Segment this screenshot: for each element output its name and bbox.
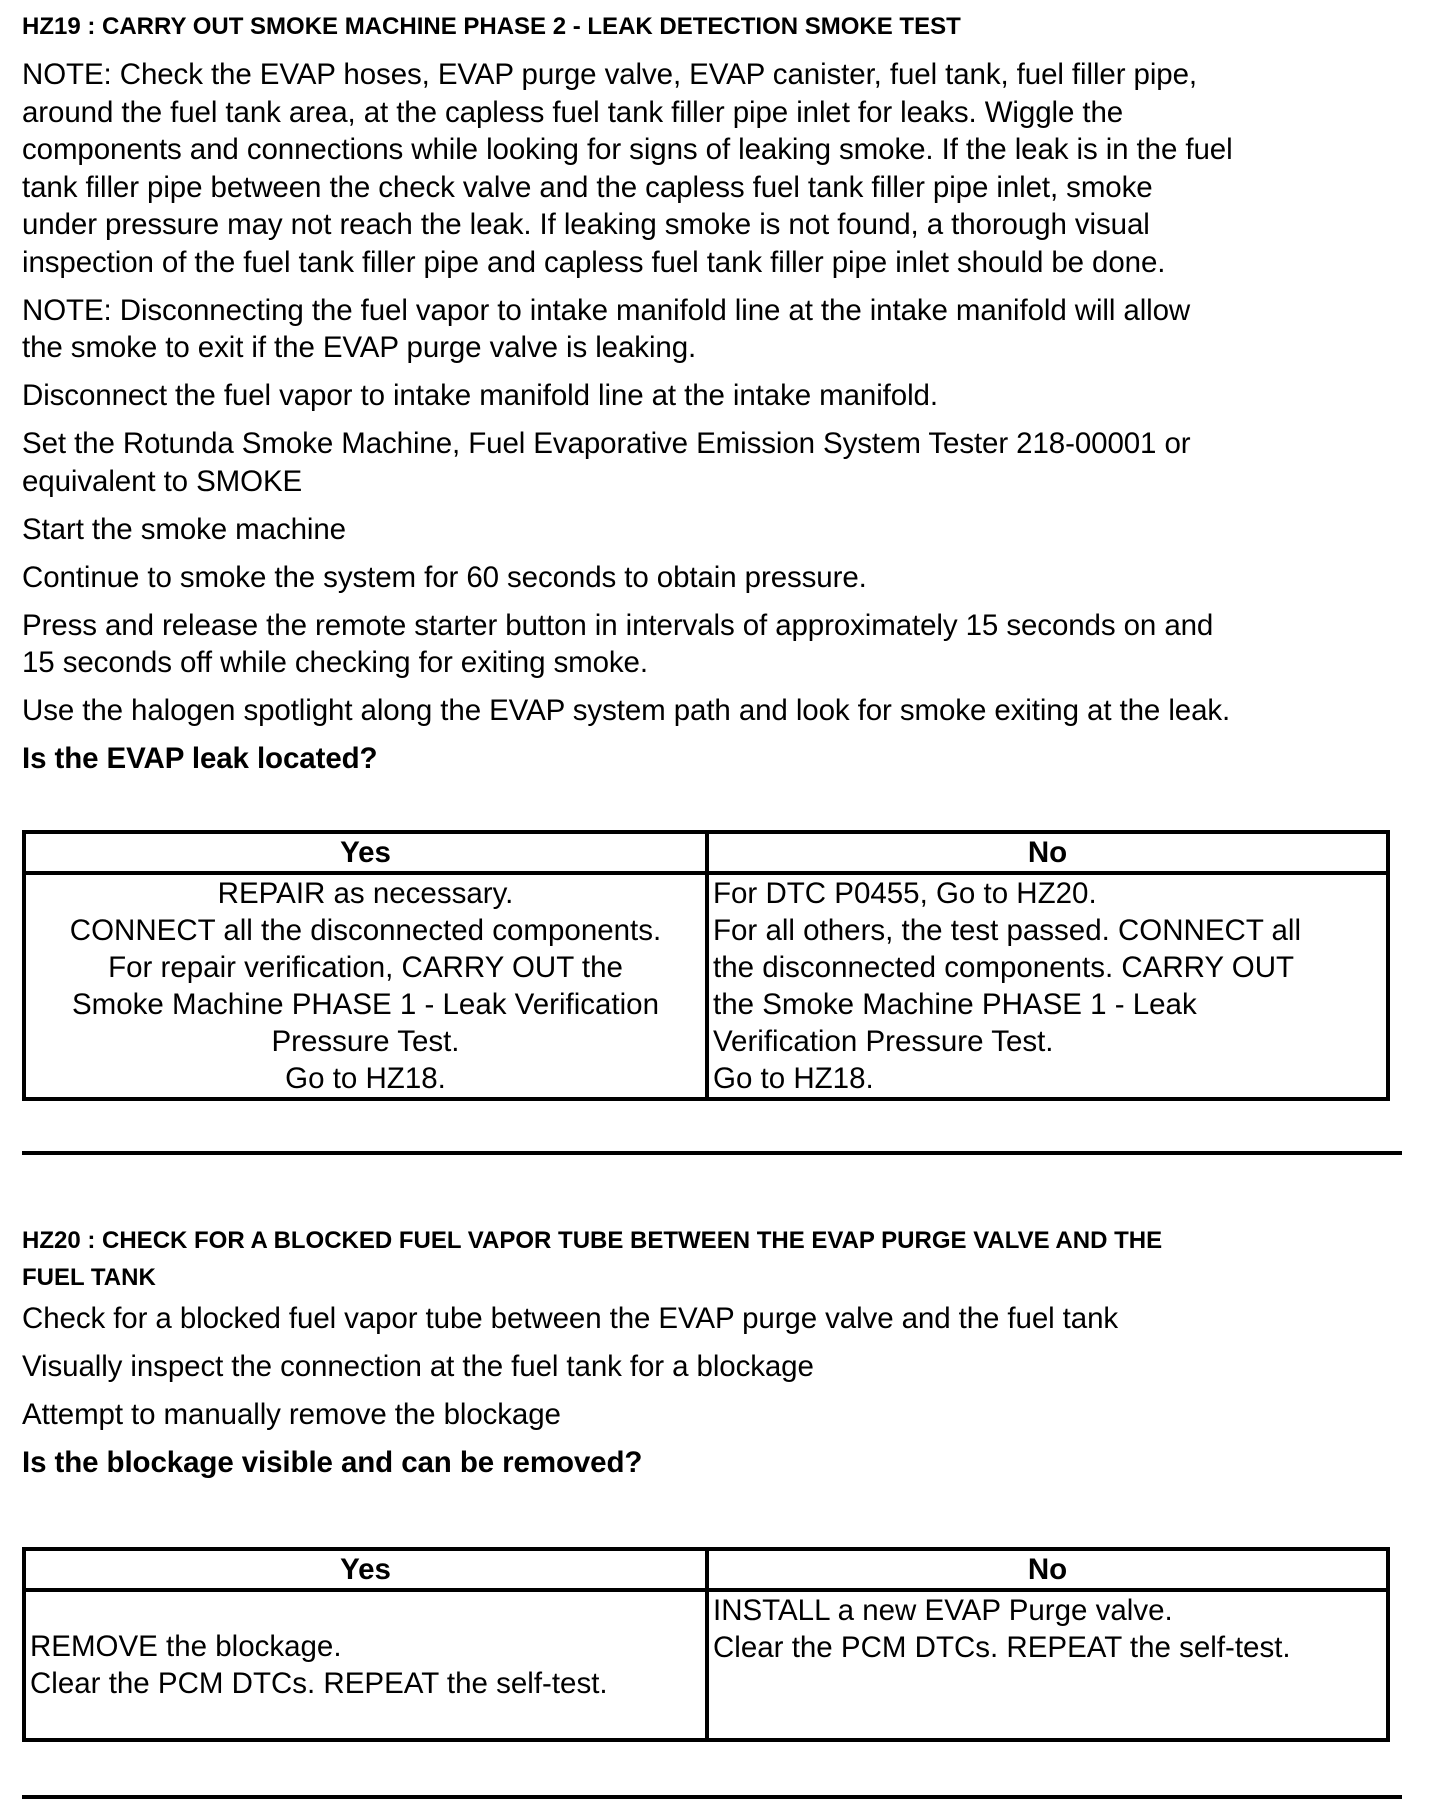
no-header: No (707, 1549, 1388, 1590)
text-line: Pressure Test. (271, 1025, 460, 1058)
note-paragraph (22, 292, 1233, 367)
text-line: under pressure may not reach the leak. If leaking smoke is not found, a thorough visual (22, 208, 1150, 241)
text-line: For all others, the test passed. CONNECT all (713, 914, 1302, 947)
text-line: components and connections while looking for signs of leaking smoke. If the leak is in the fuel (22, 133, 1233, 166)
text-line: REMOVE the blockage. (30, 1630, 342, 1663)
instruction-paragraph: Visually inspect the connection at the fuel tank for a blockage (22, 1350, 814, 1383)
section-divider (22, 1795, 1402, 1799)
text-line: For repair verification, CARRY OUT the (108, 951, 623, 984)
question-text: Is the blockage visible and can be removed? (22, 1446, 643, 1479)
text-line: Clear the PCM DTCs. REPEAT the self-test. (30, 1667, 608, 1700)
text-line: 15 seconds off while checking for exiting smoke. (22, 646, 648, 679)
text-line: Press and release the remote starter button in intervals of approximately 15 seconds on and (22, 608, 1214, 642)
text-line: NOTE: Disconnecting the fuel vapor to intake manifold line at the intake manifold will allow (22, 293, 1191, 327)
link-go-to-hz20: For DTC P0455, Go to HZ20. (713, 877, 1097, 910)
yes-no-table-hz19 (22, 830, 1390, 1101)
no-cell (707, 873, 1388, 1099)
text-line: around the fuel tank area, at the capless fuel tank filler pipe inlet for leaks. Wiggle the (22, 95, 1124, 129)
text-line: Start the smoke machine (22, 512, 346, 546)
text-line: Set the Rotunda Smoke Machine, Fuel Evaporative Emission System Tester 218-00001 or (22, 427, 1191, 460)
instruction-paragraph (22, 425, 1233, 500)
instruction-paragraph: Attempt to manually remove the blockage (22, 1398, 561, 1431)
text-line: HZ20 : CHECK FOR A BLOCKED FUEL VAPOR TUBE BETWEEN THE EVAP PURGE VALVE AND THE (22, 1227, 1163, 1254)
text-line: inspection of the fuel tank filler pipe and capless fuel tank filler pipe inlet should be done. (22, 245, 1166, 279)
step-title-hz20 (22, 1222, 1162, 1296)
instruction-paragraph (22, 607, 1233, 682)
note-paragraph (22, 56, 1233, 281)
text-line: the smoke to exit if the EVAP purge valve is leaking. (22, 331, 697, 364)
text-line: INSTALL a new EVAP Purge valve. (713, 1594, 1173, 1627)
text-line: Use the halogen spotlight along the EVAP system path and look for smoke exiting at the leak. (22, 694, 1231, 727)
section-divider (22, 1151, 1402, 1155)
link-go-to-hz18: Go to HZ18. (285, 1062, 446, 1095)
instruction-paragraph (22, 559, 1233, 597)
yes-cell (24, 1590, 707, 1740)
step-body-hz19 (22, 56, 1233, 788)
yes-cell (24, 873, 707, 1099)
no-header: No (707, 832, 1388, 873)
yes-header: Yes (24, 1549, 707, 1590)
yes-header: Yes (24, 832, 707, 873)
text-line: REPAIR as necessary. (217, 877, 514, 910)
text-line: FUEL TANK (22, 1264, 156, 1291)
no-cell (707, 1590, 1388, 1740)
text-line: Disconnect the fuel vapor to intake manifold line at the intake manifold. (22, 379, 938, 412)
text-line: NOTE: Check the EVAP hoses, EVAP purge valve, EVAP canister, fuel tank, fuel filler pipe, (22, 58, 1197, 91)
text-line: the Smoke Machine PHASE 1 - Leak (713, 988, 1197, 1021)
yes-no-table-hz20 (22, 1547, 1390, 1742)
text-line: Continue to smoke the system for 60 seconds to obtain pressure. (22, 560, 867, 594)
instruction-paragraph: Check for a blocked fuel vapor tube between the EVAP purge valve and the fuel tank (22, 1302, 1119, 1335)
text-line: Clear the PCM DTCs. REPEAT the self-test. (713, 1631, 1291, 1664)
text-line: Smoke Machine PHASE 1 - Leak Verification (71, 988, 659, 1021)
link-go-to-hz18: Go to HZ18. (713, 1062, 874, 1095)
step-body-hz20 (22, 1300, 1118, 1492)
instruction-paragraph (22, 377, 1233, 415)
text-line: the disconnected components. CARRY OUT (713, 951, 1295, 984)
text-line: tank filler pipe between the check valve and the capless fuel tank filler pipe inlet, smoke (22, 170, 1153, 204)
text-line: CONNECT all the disconnected components. (69, 914, 662, 947)
text-line: equivalent to SMOKE (22, 464, 303, 498)
question-text: Is the EVAP leak located? (22, 742, 378, 775)
text-line: Verification Pressure Test. (713, 1025, 1054, 1058)
instruction-paragraph (22, 511, 1233, 549)
instruction-paragraph (22, 692, 1233, 730)
step-title-hz19: HZ19 : CARRY OUT SMOKE MACHINE PHASE 2 - LEAK DETECTION SMOKE TEST (22, 13, 961, 40)
